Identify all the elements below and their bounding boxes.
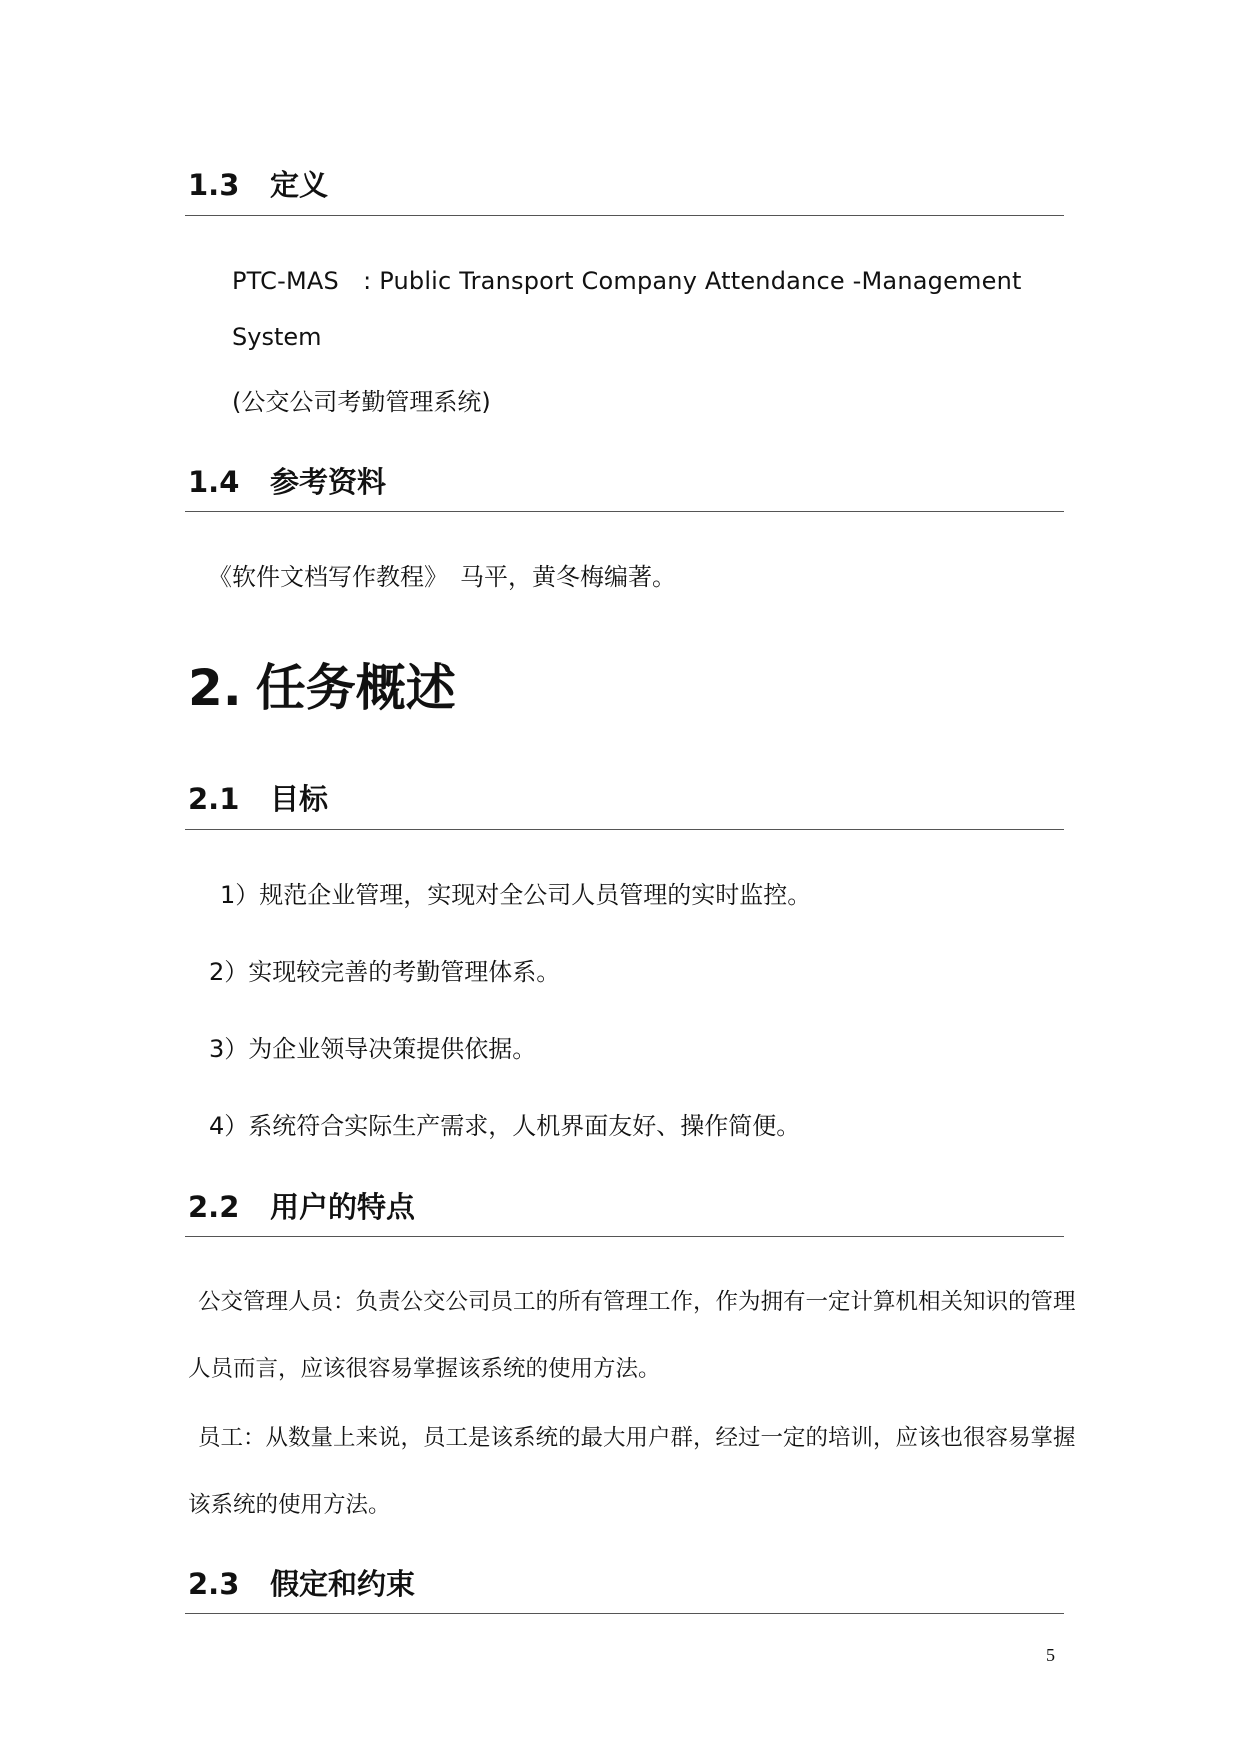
users-paragraph-2-line-2: 该系统的使用方法。 — [188, 1492, 391, 1518]
section-title: 参考资料 — [270, 465, 387, 499]
section-title: 用户的特点 — [270, 1190, 416, 1224]
page-number: 5 — [1046, 1645, 1055, 1665]
section-number: 2.1 — [188, 782, 240, 816]
chapter-number: 2. — [188, 659, 242, 717]
section-heading-1-3 — [188, 165, 1064, 205]
section-title: 假定和约束 — [270, 1567, 416, 1601]
section-title: 定义 — [270, 168, 329, 202]
definition-line-2: System — [232, 323, 322, 351]
section-heading-2-1 — [188, 779, 1064, 819]
goal-item-3: 3）为企业领导决策提供依据。 — [209, 1035, 537, 1063]
definition-line-3: (公交公司考勤管理系统) — [232, 388, 491, 416]
chapter-heading-2 — [188, 658, 456, 718]
section-heading-2-2 — [188, 1187, 1064, 1227]
heading-rule — [185, 511, 1064, 512]
section-number: 2.2 — [188, 1190, 240, 1224]
users-paragraph-1-line-2: 人员而言，应该很容易掌握该系统的使用方法。 — [188, 1356, 661, 1382]
section-number: 1.3 — [188, 168, 240, 202]
section-number: 2.3 — [188, 1567, 240, 1601]
reference-entry: 《软件文档写作教程》 马平，黄冬梅编著。 — [208, 563, 676, 591]
heading-rule — [185, 215, 1064, 216]
section-heading-2-3 — [188, 1564, 1064, 1604]
goal-item-2: 2）实现较完善的考勤管理体系。 — [209, 958, 561, 986]
users-paragraph-1-line-1: 公交管理人员：负责公交公司员工的所有管理工作，作为拥有一定计算机相关知识的管理 — [198, 1289, 1076, 1315]
heading-rule — [185, 829, 1064, 830]
users-paragraph-2-line-1: 员工：从数量上来说，员工是该系统的最大用户群，经过一定的培训，应该也很容易掌握 — [198, 1425, 1076, 1451]
heading-rule — [185, 1613, 1064, 1614]
section-number: 1.4 — [188, 465, 240, 499]
goal-item-4: 4）系统符合实际生产需求，人机界面友好、操作简便。 — [209, 1112, 801, 1140]
goal-item-1: 1）规范企业管理，实现对全公司人员管理的实时监控。 — [220, 881, 812, 909]
definition-line-1: PTC-MAS : Public Transport Company Attendance -Management — [232, 267, 1022, 295]
section-title: 目标 — [270, 782, 329, 816]
heading-rule — [185, 1236, 1064, 1237]
chapter-title: 任务概述 — [255, 659, 456, 717]
section-heading-1-4 — [188, 462, 1064, 502]
